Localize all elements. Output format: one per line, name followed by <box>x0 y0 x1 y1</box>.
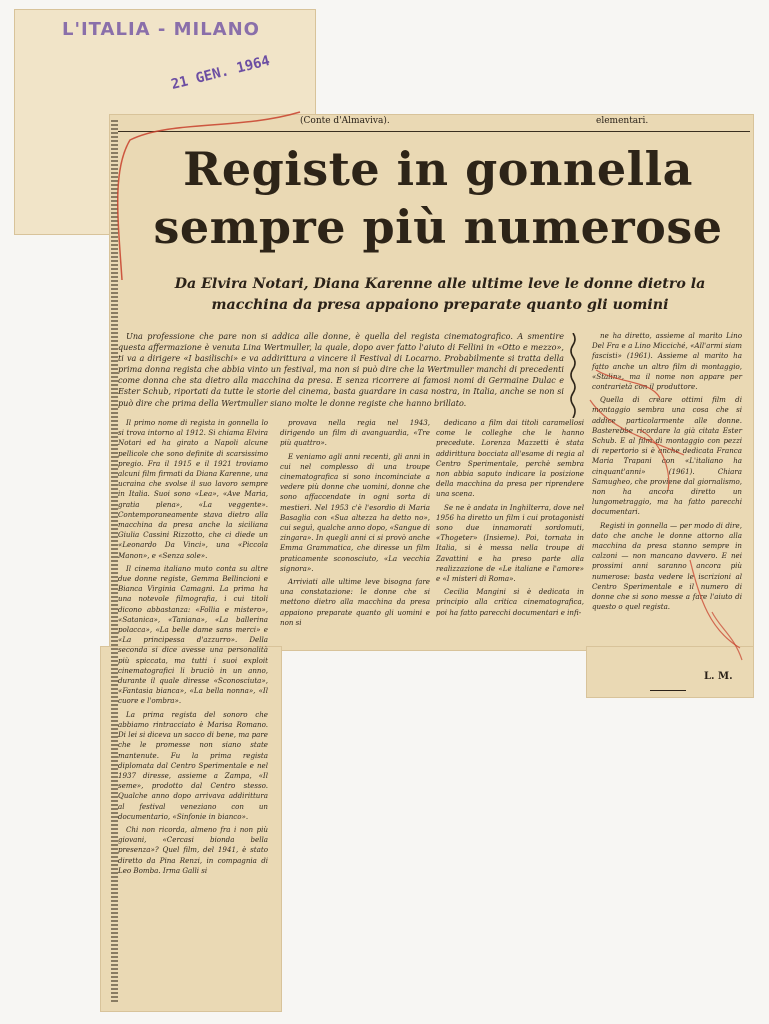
paragraph: Cecilia Mangini si è dedicata in principio alla critica cinematografica, poi ha fatto parecchi documentari e infi- <box>436 587 584 617</box>
paragraph: Il cinema italiano muto conta su altre due donne registe, Gemma Bellincioni e Bianca Virginia Camagni. La prima ha una notevole filmografia, i cui titoli dicono abbastanza: «Follia e mistero», «Satanica», «Taniana», «La ballerina polacca», «La belle dame sans merci» e «La principessa d'azzurro». Della seconda si dice avesse una personalità più spiccata, ma tutti i suoi exploit cinematografici li bruciò in un anno, durante il quale diresse «Sconosciuta», «Fantasia bianca», «La bella nonna», «Il cuore e l'ombra». <box>118 563 268 706</box>
date-stamp: 21 GEN. 1964 <box>169 53 272 93</box>
article-subheadline: Da Elvira Notari, Diana Karenne alle ultime leve le donne dietro la macchina da presa appaiono preparate quanto gli uomini <box>174 276 706 313</box>
article-headline <box>138 140 738 256</box>
headline-line: Registe in gonnella <box>183 142 693 196</box>
paragraph: Il primo nome di regista in gonnella lo si trova intorno al 1912. Si chiama Elvira Notari ed ha girato a Napoli alcune pellicole che sono definite di scarsissimo pregio. Fra il 1915 e il 1921 troviamo alcuni film firmati da Diana Karenne, una ucraina che svolse il suo lavoro sempre in Italia. Suoi sono «Lea», «Ave Maria, gratia plena», «La veggente». Contemporaneamente stava dietro alla macchina da presa anche la siciliana Giulia Cassini Rizzotto, che ci diede un «Leonardo Da Vinci», una «Piccola Manon», e «Senza sole». <box>118 418 268 560</box>
article-column-4 <box>592 331 742 615</box>
article-column-1 <box>118 418 268 879</box>
article-intro <box>118 331 564 412</box>
headline-line: sempre più numerose <box>153 200 723 254</box>
previous-article-fragment: (Conte d'Almaviva). <box>300 116 390 126</box>
paragraph: Arriviati alle ultime leve bisogna fare una constatazione: le donne che si mettono dietro alla macchina da presa appaiono preparate quanto gli uomini e non si <box>280 577 430 627</box>
paragraph: ne ha diretto, assieme al marito Lino Del Fra e a Lino Micciché, «All'armi siam fascisti» (1961). Assieme al marito ha fatto anche un altro film di montaggio, «Stalin», ma il nome non appare per contrarietà con il produttore. <box>592 331 742 392</box>
paragraph: dedicano a film dai titoli caramellosi come le colleghe che le hanno precedute. Lorenza Mazzetti è stata addirittura bocciata all'esame di regia al Centro Sperimentale, perchè sembra non abbia saputo indicare la posizione della macchina da presa per riprendere una scena. <box>436 418 584 499</box>
previous-article-fragment: elementari. <box>596 116 649 126</box>
paragraph: E veniamo agli anni recenti, gli anni in cui nel complesso di una troupe cinematografica si sono incominciate a vedere più donne che uomini, donne che sono affaccendate in ogni sorta di mestieri. Nel 1953 c'è l'esordio di Maria Basaglia con «Sua altezza ha detto no», cui seguì, qualche anno dopo, «Sangue di zingara». In quegli anni ci si provò anche Emma Grammatica, che diresse un film praticamente sconosciuto, «La vecchia signora». <box>280 451 430 573</box>
article-column-3 <box>436 418 584 621</box>
signature-rule <box>650 690 686 691</box>
decorative-border <box>111 120 118 1002</box>
paragraph: Se ne è andata in Inghilterra, dove nel 1956 ha diretto un film i cui protagonisti sono due innamorati sordomuti, «Thogeter» (Insieme). Poi, tornata in Italia, si è messa nella troupe di Zavattini e ha preso parte alla realizzazione de «Le italiane e l'amore» e «I misteri di Roma». <box>436 502 584 584</box>
article-column-2 <box>280 418 430 631</box>
paragraph: Quella di creare ottimi film di montaggio sembra una cosa che si addice particolarmente alle donne. Basterebbe ricordare la già citata Ester Schub. E al film di montaggio con pezzi di repertorio si è anche dedicata Franca Maria Trapani con «L'italiano ha cinquant'anni» (1961). Chiara Samugheo, che proviene dal giornalismo, non ha ancora diretto un lungometraggio, ma ha fatto parecchi documentari. <box>592 395 742 517</box>
wavy-divider <box>568 333 578 418</box>
paragraph: Chi non ricorda, almeno fra i non più giovani, «Cercasi bionda bella presenza»? Quel film, del 1941, è stato diretto da Pina Renzi, in compagnia di Leo Bomba. Irma Galli si <box>118 824 268 875</box>
paragraph: La prima regista del sonoro che abbiamo rintracciato è Marisa Romano. Di lei si diceva un sacco di bene, ma pare che le promesse non siano state mantenute. Fu la prima regista diplomata dal Centro Sperimentale e nel 1937 diresse, assieme a Zampa, «Il seme», prodotto dal Centro stesso. Qualche anno dopo arrivava addirittura al festival veneziano con un documentario, «Sinfonie in bianco». <box>118 709 268 821</box>
author-signature: L. M. <box>704 671 733 682</box>
paragraph: provava nella regia nel 1943, dirigendo un film di avanguardia, «Tre più quattro». <box>280 418 430 448</box>
column-rule <box>118 131 750 132</box>
paragraph: Una professione che pare non si addica alle donne, è quella del regista cinematografico. A smentire questa affermazione è venuta Lina Wertmuller, la quale, dopo aver fatto l'aiuto di Fellini in «Otto e mezzo», ti va a dirigere «I basilischi» e va addirittura a vincere il Festival di Locarno. Probabilmente si tratta della prima donna regista che abbia vinto un festival, ma non si può dire che la Wertmuller manchi di precedenti come donna che sta dietro alla macchina da presa. E senza ricorrere ai famosi nomi di Germaine Dulac e Ester Schub, riportati da tutte le storie del cinema, basta guardare in casa nostra, in Italia, anche se non si può dire che prima della Wertmuller siano molte le donne registe che hanno brillato. <box>118 331 564 408</box>
newspaper-source-stamp: L'ITALIA - MILANO <box>62 19 260 40</box>
paragraph: Registi in gonnella — per modo di dire, dato che anche le donne attorno alla macchina da presa stanno sempre in calzoni — non mancano davvero. E nei prossimi anni saranno ancora più numerose: basta vedere le iscrizioni al Centro Sperimentale e il numero di donne che si sono messe a fare l'aiuto di questo o quel regista. <box>592 520 742 612</box>
